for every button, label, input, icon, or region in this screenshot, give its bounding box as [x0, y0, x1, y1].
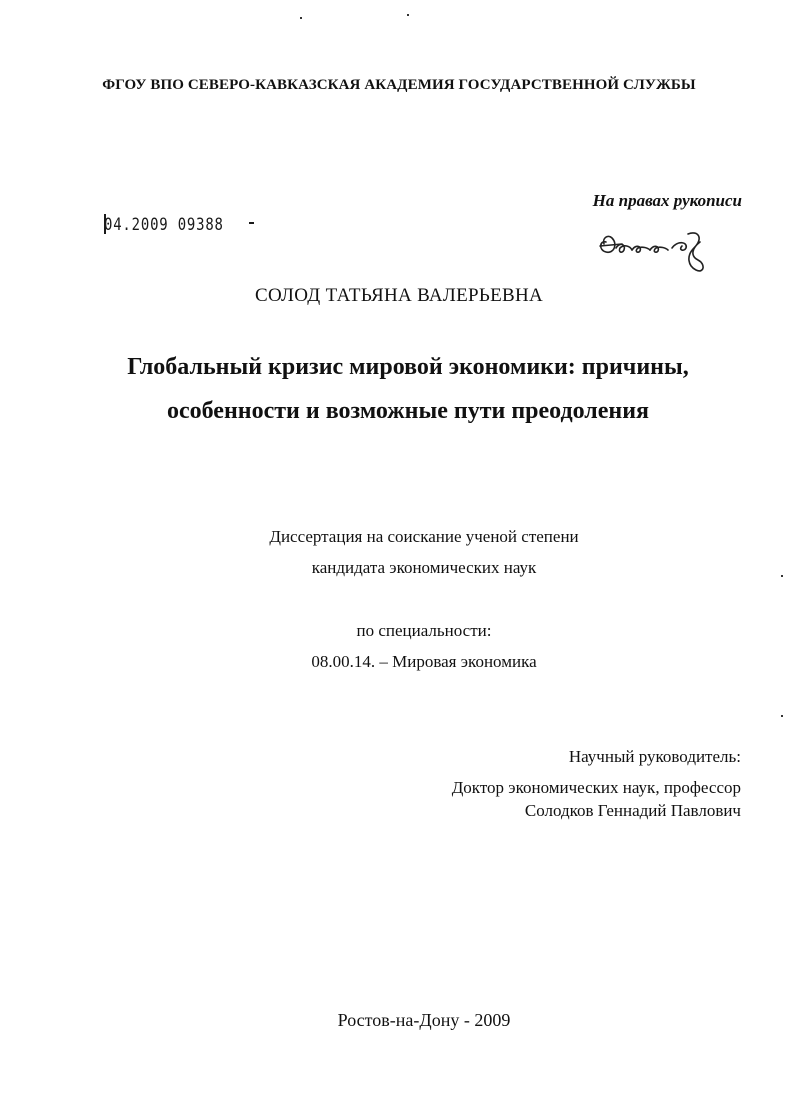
title-line-2: особенности и возможные пути преодоления — [166, 398, 650, 424]
city-year: Ростов-на-Дону - 2009 — [337, 1010, 511, 1030]
supervisor-label: Научный руководитель: — [568, 747, 741, 766]
scan-speck — [781, 715, 783, 717]
scan-speck — [300, 17, 302, 19]
scan-speck — [407, 14, 409, 16]
stamp-mark — [249, 222, 254, 224]
organization-header: ФГОУ ВПО СЕВЕРО-КАВКАЗСКАЯ АКАДЕМИЯ ГОСУДАРСТВЕННОЙ СЛУЖБЫ — [102, 77, 696, 93]
rights-note: На правах рукописи — [592, 191, 742, 210]
degree-line-2: кандидата экономических наук — [311, 558, 537, 577]
supervisor-title: Доктор экономических наук, профессор — [451, 778, 741, 797]
author-name: СОЛОД ТАТЬЯНА ВАЛЕРЬЕВНА — [255, 285, 543, 306]
signature-image — [592, 220, 712, 280]
dissertation-title — [80, 345, 736, 433]
supervisor-name: Солодков Геннадий Павлович — [524, 801, 741, 820]
specialty-label: по специальности: — [356, 621, 492, 640]
specialty-value: 08.00.14. – Мировая экономика — [311, 652, 537, 671]
title-line-1: Глобальный кризис мировой экономики: причины, — [127, 354, 689, 380]
degree-line-1: Диссертация на соискание ученой степени — [269, 527, 579, 546]
archive-stamp-number: 04.2009 09388 — [104, 215, 224, 235]
